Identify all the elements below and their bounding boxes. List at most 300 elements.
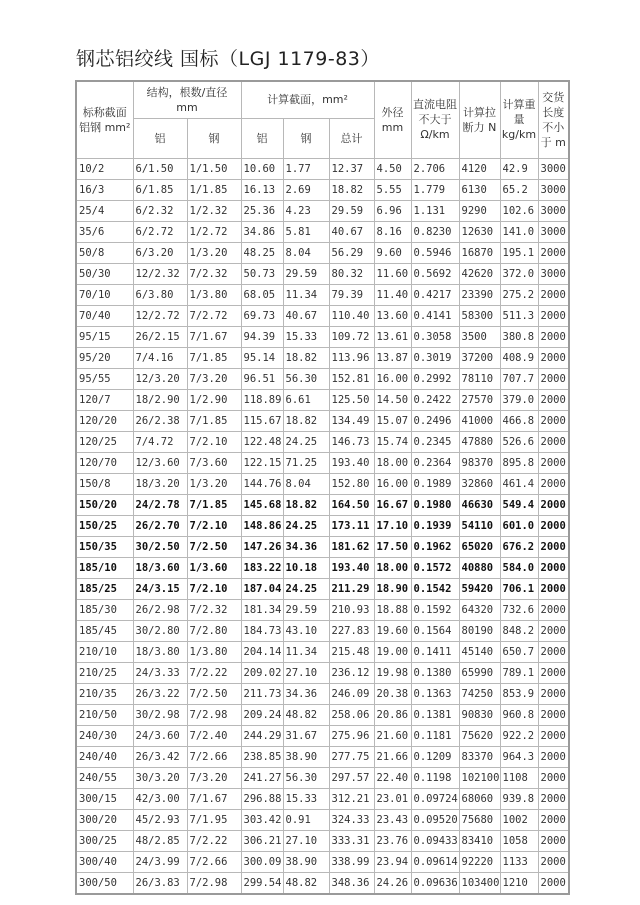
cell-outer-diameter: 18.00 xyxy=(374,452,411,473)
cell-section-steel: 48.82 xyxy=(283,704,329,725)
cell-dc-resistance: 0.1381 xyxy=(411,704,459,725)
cell-section-al: 16.13 xyxy=(241,179,283,200)
cell-outer-diameter: 11.40 xyxy=(374,284,411,305)
cell-section-al: 209.02 xyxy=(241,662,283,683)
cell-nominal: 300/40 xyxy=(76,851,133,872)
cell-section-al: 34.86 xyxy=(241,221,283,242)
cell-dc-resistance: 0.8230 xyxy=(411,221,459,242)
cell-section-total: 211.29 xyxy=(329,578,374,599)
cell-section-steel: 4.23 xyxy=(283,200,329,221)
cell-breaking-force: 59420 xyxy=(459,578,500,599)
cell-delivery-length: 2000 xyxy=(538,452,569,473)
cell-section-total: 297.57 xyxy=(329,767,374,788)
cell-breaking-force: 37200 xyxy=(459,347,500,368)
cell-structure-al: 6/1.50 xyxy=(133,158,187,179)
cell-section-steel: 38.90 xyxy=(283,851,329,872)
cell-nominal: 10/2 xyxy=(76,158,133,179)
cell-dc-resistance: 0.1980 xyxy=(411,494,459,515)
cell-dc-resistance: 0.1572 xyxy=(411,557,459,578)
cell-structure-al: 24/3.33 xyxy=(133,662,187,683)
cell-structure-steel: 7/2.98 xyxy=(187,872,241,894)
cell-nominal: 120/70 xyxy=(76,452,133,473)
cell-outer-diameter: 6.96 xyxy=(374,200,411,221)
cell-delivery-length: 2000 xyxy=(538,872,569,894)
cell-structure-steel: 7/2.40 xyxy=(187,725,241,746)
cell-weight: 895.8 xyxy=(500,452,538,473)
cell-dc-resistance: 0.1542 xyxy=(411,578,459,599)
cell-dc-resistance: 0.1989 xyxy=(411,473,459,494)
cell-breaking-force: 68060 xyxy=(459,788,500,809)
cell-outer-diameter: 16.00 xyxy=(374,473,411,494)
cell-structure-al: 18/3.60 xyxy=(133,557,187,578)
cell-breaking-force: 23390 xyxy=(459,284,500,305)
cell-dc-resistance: 0.1411 xyxy=(411,641,459,662)
cell-weight: 732.6 xyxy=(500,599,538,620)
cell-nominal: 120/20 xyxy=(76,410,133,431)
cell-dc-resistance: 0.09433 xyxy=(411,830,459,851)
cell-section-al: 144.76 xyxy=(241,473,283,494)
cell-section-total: 193.40 xyxy=(329,452,374,473)
cell-dc-resistance: 0.2345 xyxy=(411,431,459,452)
cell-weight: 960.8 xyxy=(500,704,538,725)
cell-structure-steel: 1/2.32 xyxy=(187,200,241,221)
cell-breaking-force: 16870 xyxy=(459,242,500,263)
cell-weight: 789.1 xyxy=(500,662,538,683)
cell-section-steel: 27.10 xyxy=(283,830,329,851)
cell-structure-steel: 7/2.66 xyxy=(187,746,241,767)
cell-weight: 42.9 xyxy=(500,158,538,179)
cell-section-total: 173.11 xyxy=(329,515,374,536)
cell-delivery-length: 3000 xyxy=(538,158,569,179)
cell-section-steel: 29.59 xyxy=(283,263,329,284)
cell-delivery-length: 2000 xyxy=(538,473,569,494)
cell-structure-al: 6/3.80 xyxy=(133,284,187,305)
cell-weight: 939.8 xyxy=(500,788,538,809)
cell-dc-resistance: 0.1564 xyxy=(411,620,459,641)
cell-structure-al: 6/3.20 xyxy=(133,242,187,263)
cell-weight: 408.9 xyxy=(500,347,538,368)
cell-nominal: 185/30 xyxy=(76,599,133,620)
cell-weight: 676.2 xyxy=(500,536,538,557)
cell-structure-steel: 7/2.22 xyxy=(187,830,241,851)
cell-section-al: 69.73 xyxy=(241,305,283,326)
cell-section-total: 152.80 xyxy=(329,473,374,494)
cell-section-total: 109.72 xyxy=(329,326,374,347)
cell-structure-steel: 1/3.20 xyxy=(187,242,241,263)
cell-section-al: 48.25 xyxy=(241,242,283,263)
cell-weight: 102.6 xyxy=(500,200,538,221)
cell-dc-resistance: 0.1181 xyxy=(411,725,459,746)
cell-section-total: 277.75 xyxy=(329,746,374,767)
cell-structure-steel: 7/1.85 xyxy=(187,347,241,368)
table-row xyxy=(76,704,569,725)
cell-outer-diameter: 23.01 xyxy=(374,788,411,809)
cell-structure-al: 18/3.80 xyxy=(133,641,187,662)
cell-weight: 65.2 xyxy=(500,179,538,200)
table-row xyxy=(76,725,569,746)
cell-nominal: 150/25 xyxy=(76,515,133,536)
cell-section-total: 210.93 xyxy=(329,599,374,620)
cell-outer-diameter: 18.88 xyxy=(374,599,411,620)
cell-weight: 466.8 xyxy=(500,410,538,431)
cell-section-total: 324.33 xyxy=(329,809,374,830)
cell-delivery-length: 2000 xyxy=(538,599,569,620)
cell-weight: 584.0 xyxy=(500,557,538,578)
table-row xyxy=(76,347,569,368)
cell-delivery-length: 3000 xyxy=(538,179,569,200)
cell-structure-steel: 7/3.20 xyxy=(187,767,241,788)
cell-section-al: 96.51 xyxy=(241,368,283,389)
table-row xyxy=(76,200,569,221)
cell-dc-resistance: 0.3058 xyxy=(411,326,459,347)
cell-outer-diameter: 16.67 xyxy=(374,494,411,515)
cell-section-steel: 11.34 xyxy=(283,284,329,305)
cell-section-al: 148.86 xyxy=(241,515,283,536)
cell-section-steel: 5.81 xyxy=(283,221,329,242)
header-breaking-force: 计算拉断力 N xyxy=(459,81,500,158)
header-calc-section: 计算截面，mm² xyxy=(241,81,374,118)
table-row xyxy=(76,641,569,662)
cell-structure-al: 24/2.78 xyxy=(133,494,187,515)
table-row xyxy=(76,746,569,767)
cell-structure-steel: 7/2.66 xyxy=(187,851,241,872)
cell-breaking-force: 54110 xyxy=(459,515,500,536)
cell-breaking-force: 65990 xyxy=(459,662,500,683)
cell-structure-al: 26/2.98 xyxy=(133,599,187,620)
table-row xyxy=(76,179,569,200)
cell-delivery-length: 2000 xyxy=(538,494,569,515)
cell-delivery-length: 2000 xyxy=(538,326,569,347)
cell-dc-resistance: 0.1209 xyxy=(411,746,459,767)
cell-outer-diameter: 19.60 xyxy=(374,620,411,641)
cell-structure-al: 26/3.42 xyxy=(133,746,187,767)
cell-delivery-length: 2000 xyxy=(538,368,569,389)
table-row xyxy=(76,788,569,809)
cell-section-al: 115.67 xyxy=(241,410,283,431)
cell-delivery-length: 2000 xyxy=(538,515,569,536)
table-row xyxy=(76,683,569,704)
cell-outer-diameter: 18.90 xyxy=(374,578,411,599)
table-row xyxy=(76,872,569,894)
cell-dc-resistance: 0.5946 xyxy=(411,242,459,263)
cell-structure-steel: 7/1.67 xyxy=(187,788,241,809)
cell-breaking-force: 102100 xyxy=(459,767,500,788)
cell-section-total: 181.62 xyxy=(329,536,374,557)
table-row xyxy=(76,809,569,830)
cell-section-total: 152.81 xyxy=(329,368,374,389)
cell-section-al: 94.39 xyxy=(241,326,283,347)
table-row xyxy=(76,851,569,872)
cell-section-total: 125.50 xyxy=(329,389,374,410)
cell-section-total: 333.31 xyxy=(329,830,374,851)
cell-section-al: 68.05 xyxy=(241,284,283,305)
cell-weight: 380.8 xyxy=(500,326,538,347)
cell-structure-al: 42/3.00 xyxy=(133,788,187,809)
cell-section-total: 29.59 xyxy=(329,200,374,221)
cell-delivery-length: 2000 xyxy=(538,830,569,851)
cell-breaking-force: 47880 xyxy=(459,431,500,452)
cell-structure-al: 26/2.70 xyxy=(133,515,187,536)
cell-outer-diameter: 14.50 xyxy=(374,389,411,410)
cell-structure-al: 12/2.32 xyxy=(133,263,187,284)
cell-structure-al: 12/3.60 xyxy=(133,452,187,473)
cell-outer-diameter: 21.66 xyxy=(374,746,411,767)
cell-breaking-force: 40880 xyxy=(459,557,500,578)
cell-weight: 707.7 xyxy=(500,368,538,389)
cell-structure-steel: 1/3.20 xyxy=(187,473,241,494)
cell-nominal: 185/10 xyxy=(76,557,133,578)
cell-section-total: 80.32 xyxy=(329,263,374,284)
table-row xyxy=(76,410,569,431)
cell-section-steel: 56.30 xyxy=(283,767,329,788)
cell-dc-resistance: 0.09724 xyxy=(411,788,459,809)
cell-structure-al: 26/3.83 xyxy=(133,872,187,894)
cell-section-al: 145.68 xyxy=(241,494,283,515)
cell-section-al: 238.85 xyxy=(241,746,283,767)
cell-delivery-length: 2000 xyxy=(538,431,569,452)
cell-breaking-force: 58300 xyxy=(459,305,500,326)
cell-breaking-force: 83370 xyxy=(459,746,500,767)
cell-delivery-length: 2000 xyxy=(538,557,569,578)
cell-dc-resistance: 0.2992 xyxy=(411,368,459,389)
header-outer-diameter: 外径 mm xyxy=(374,81,411,158)
cell-breaking-force: 65020 xyxy=(459,536,500,557)
cell-structure-al: 12/3.20 xyxy=(133,368,187,389)
cell-breaking-force: 4120 xyxy=(459,158,500,179)
cell-section-total: 348.36 xyxy=(329,872,374,894)
cell-structure-al: 30/2.98 xyxy=(133,704,187,725)
cell-structure-al: 6/2.32 xyxy=(133,200,187,221)
cell-weight: 549.4 xyxy=(500,494,538,515)
cell-breaking-force: 64320 xyxy=(459,599,500,620)
cell-structure-steel: 1/2.72 xyxy=(187,221,241,242)
cell-structure-steel: 7/2.10 xyxy=(187,431,241,452)
cell-weight: 601.0 xyxy=(500,515,538,536)
header-dc-resistance: 直流电阻不大于 Ω/km xyxy=(411,81,459,158)
cell-weight: 275.2 xyxy=(500,284,538,305)
header-weight: 计算重量 kg/km xyxy=(500,81,538,158)
cell-breaking-force: 46630 xyxy=(459,494,500,515)
cell-dc-resistance: 1.131 xyxy=(411,200,459,221)
conductor-spec-table xyxy=(75,80,570,895)
cell-outer-diameter: 15.07 xyxy=(374,410,411,431)
cell-section-total: 164.50 xyxy=(329,494,374,515)
cell-structure-al: 48/2.85 xyxy=(133,830,187,851)
table-row xyxy=(76,326,569,347)
cell-section-al: 147.26 xyxy=(241,536,283,557)
cell-section-al: 204.14 xyxy=(241,641,283,662)
cell-delivery-length: 2000 xyxy=(538,662,569,683)
cell-section-steel: 48.82 xyxy=(283,872,329,894)
cell-section-al: 181.34 xyxy=(241,599,283,620)
cell-outer-diameter: 17.50 xyxy=(374,536,411,557)
cell-structure-steel: 7/2.50 xyxy=(187,683,241,704)
cell-weight: 372.0 xyxy=(500,263,538,284)
cell-section-al: 50.73 xyxy=(241,263,283,284)
document-title: 钢芯铝绞线 国标（LGJ 1179-83） xyxy=(76,48,380,70)
cell-section-steel: 18.82 xyxy=(283,410,329,431)
cell-weight: 141.0 xyxy=(500,221,538,242)
cell-weight: 1210 xyxy=(500,872,538,894)
table-row xyxy=(76,242,569,263)
cell-structure-steel: 1/3.60 xyxy=(187,557,241,578)
cell-nominal: 70/40 xyxy=(76,305,133,326)
cell-structure-al: 45/2.93 xyxy=(133,809,187,830)
cell-structure-steel: 1/1.50 xyxy=(187,158,241,179)
cell-delivery-length: 2000 xyxy=(538,767,569,788)
cell-nominal: 210/50 xyxy=(76,704,133,725)
cell-delivery-length: 2000 xyxy=(538,284,569,305)
cell-dc-resistance: 0.09520 xyxy=(411,809,459,830)
table-row xyxy=(76,389,569,410)
cell-structure-steel: 7/2.72 xyxy=(187,305,241,326)
cell-section-steel: 40.67 xyxy=(283,305,329,326)
table-row xyxy=(76,662,569,683)
cell-structure-steel: 1/2.90 xyxy=(187,389,241,410)
table-row xyxy=(76,158,569,179)
header-delivery-length: 交货长度不小于 m xyxy=(538,81,569,158)
cell-weight: 511.3 xyxy=(500,305,538,326)
cell-outer-diameter: 23.76 xyxy=(374,830,411,851)
cell-dc-resistance: 0.5692 xyxy=(411,263,459,284)
cell-section-al: 122.15 xyxy=(241,452,283,473)
cell-nominal: 120/25 xyxy=(76,431,133,452)
table-row xyxy=(76,431,569,452)
table-row xyxy=(76,830,569,851)
cell-dc-resistance: 0.1198 xyxy=(411,767,459,788)
cell-dc-resistance: 0.2364 xyxy=(411,452,459,473)
cell-breaking-force: 83410 xyxy=(459,830,500,851)
cell-section-al: 187.04 xyxy=(241,578,283,599)
table-row xyxy=(76,599,569,620)
cell-section-total: 18.82 xyxy=(329,179,374,200)
cell-section-steel: 31.67 xyxy=(283,725,329,746)
header-nominal-section: 标称截面铝钢 mm² xyxy=(76,81,133,158)
cell-section-total: 79.39 xyxy=(329,284,374,305)
cell-breaking-force: 80190 xyxy=(459,620,500,641)
cell-breaking-force: 75680 xyxy=(459,809,500,830)
cell-nominal: 300/25 xyxy=(76,830,133,851)
cell-section-total: 236.12 xyxy=(329,662,374,683)
cell-weight: 461.4 xyxy=(500,473,538,494)
table-row xyxy=(76,767,569,788)
cell-section-al: 299.54 xyxy=(241,872,283,894)
cell-structure-al: 24/3.15 xyxy=(133,578,187,599)
cell-section-steel: 71.25 xyxy=(283,452,329,473)
cell-nominal: 210/35 xyxy=(76,683,133,704)
cell-nominal: 300/15 xyxy=(76,788,133,809)
cell-section-steel: 24.25 xyxy=(283,515,329,536)
cell-weight: 650.7 xyxy=(500,641,538,662)
cell-structure-steel: 7/2.10 xyxy=(187,578,241,599)
cell-dc-resistance: 0.09614 xyxy=(411,851,459,872)
cell-section-al: 184.73 xyxy=(241,620,283,641)
cell-section-steel: 11.34 xyxy=(283,641,329,662)
cell-nominal: 300/50 xyxy=(76,872,133,894)
table-body xyxy=(76,158,569,894)
cell-structure-steel: 7/2.98 xyxy=(187,704,241,725)
cell-section-al: 183.22 xyxy=(241,557,283,578)
cell-structure-al: 26/2.15 xyxy=(133,326,187,347)
cell-weight: 1133 xyxy=(500,851,538,872)
cell-section-total: 146.73 xyxy=(329,431,374,452)
header-structure: 结构，根数/直径 mm xyxy=(133,81,241,118)
cell-section-total: 56.29 xyxy=(329,242,374,263)
cell-dc-resistance: 0.1380 xyxy=(411,662,459,683)
cell-delivery-length: 2000 xyxy=(538,536,569,557)
cell-section-total: 215.48 xyxy=(329,641,374,662)
cell-delivery-length: 2000 xyxy=(538,410,569,431)
cell-structure-steel: 7/2.32 xyxy=(187,599,241,620)
cell-nominal: 185/25 xyxy=(76,578,133,599)
cell-structure-al: 24/3.60 xyxy=(133,725,187,746)
cell-structure-steel: 7/2.50 xyxy=(187,536,241,557)
cell-structure-steel: 7/1.85 xyxy=(187,494,241,515)
cell-outer-diameter: 23.94 xyxy=(374,851,411,872)
header-structure-steel: 钢 xyxy=(187,118,241,158)
cell-nominal: 50/8 xyxy=(76,242,133,263)
cell-nominal: 210/10 xyxy=(76,641,133,662)
cell-structure-steel: 7/1.67 xyxy=(187,326,241,347)
cell-structure-steel: 7/1.95 xyxy=(187,809,241,830)
cell-delivery-length: 2000 xyxy=(538,389,569,410)
cell-outer-diameter: 9.60 xyxy=(374,242,411,263)
cell-dc-resistance: 0.2422 xyxy=(411,389,459,410)
cell-breaking-force: 42620 xyxy=(459,263,500,284)
cell-section-steel: 8.04 xyxy=(283,473,329,494)
cell-section-al: 296.88 xyxy=(241,788,283,809)
cell-weight: 1108 xyxy=(500,767,538,788)
cell-section-steel: 15.33 xyxy=(283,326,329,347)
cell-breaking-force: 90830 xyxy=(459,704,500,725)
cell-delivery-length: 2000 xyxy=(538,242,569,263)
cell-dc-resistance: 0.09636 xyxy=(411,872,459,894)
cell-nominal: 150/35 xyxy=(76,536,133,557)
cell-breaking-force: 78110 xyxy=(459,368,500,389)
cell-structure-al: 30/2.50 xyxy=(133,536,187,557)
cell-outer-diameter: 22.40 xyxy=(374,767,411,788)
cell-structure-al: 30/2.80 xyxy=(133,620,187,641)
cell-weight: 706.1 xyxy=(500,578,538,599)
cell-breaking-force: 9290 xyxy=(459,200,500,221)
cell-delivery-length: 2000 xyxy=(538,851,569,872)
cell-structure-steel: 7/1.85 xyxy=(187,410,241,431)
cell-outer-diameter: 17.10 xyxy=(374,515,411,536)
cell-section-total: 40.67 xyxy=(329,221,374,242)
table-row xyxy=(76,578,569,599)
cell-structure-steel: 7/3.60 xyxy=(187,452,241,473)
cell-outer-diameter: 20.86 xyxy=(374,704,411,725)
cell-delivery-length: 2000 xyxy=(538,305,569,326)
cell-dc-resistance: 1.779 xyxy=(411,179,459,200)
cell-section-al: 10.60 xyxy=(241,158,283,179)
table-row xyxy=(76,305,569,326)
cell-delivery-length: 2000 xyxy=(538,725,569,746)
cell-dc-resistance: 0.4141 xyxy=(411,305,459,326)
cell-outer-diameter: 24.26 xyxy=(374,872,411,894)
cell-delivery-length: 2000 xyxy=(538,620,569,641)
cell-section-al: 122.48 xyxy=(241,431,283,452)
cell-section-al: 303.42 xyxy=(241,809,283,830)
cell-section-al: 95.14 xyxy=(241,347,283,368)
cell-dc-resistance: 0.1962 xyxy=(411,536,459,557)
cell-outer-diameter: 16.00 xyxy=(374,368,411,389)
cell-nominal: 70/10 xyxy=(76,284,133,305)
cell-section-steel: 15.33 xyxy=(283,788,329,809)
cell-structure-steel: 1/3.80 xyxy=(187,641,241,662)
cell-section-al: 211.73 xyxy=(241,683,283,704)
cell-dc-resistance: 0.2496 xyxy=(411,410,459,431)
